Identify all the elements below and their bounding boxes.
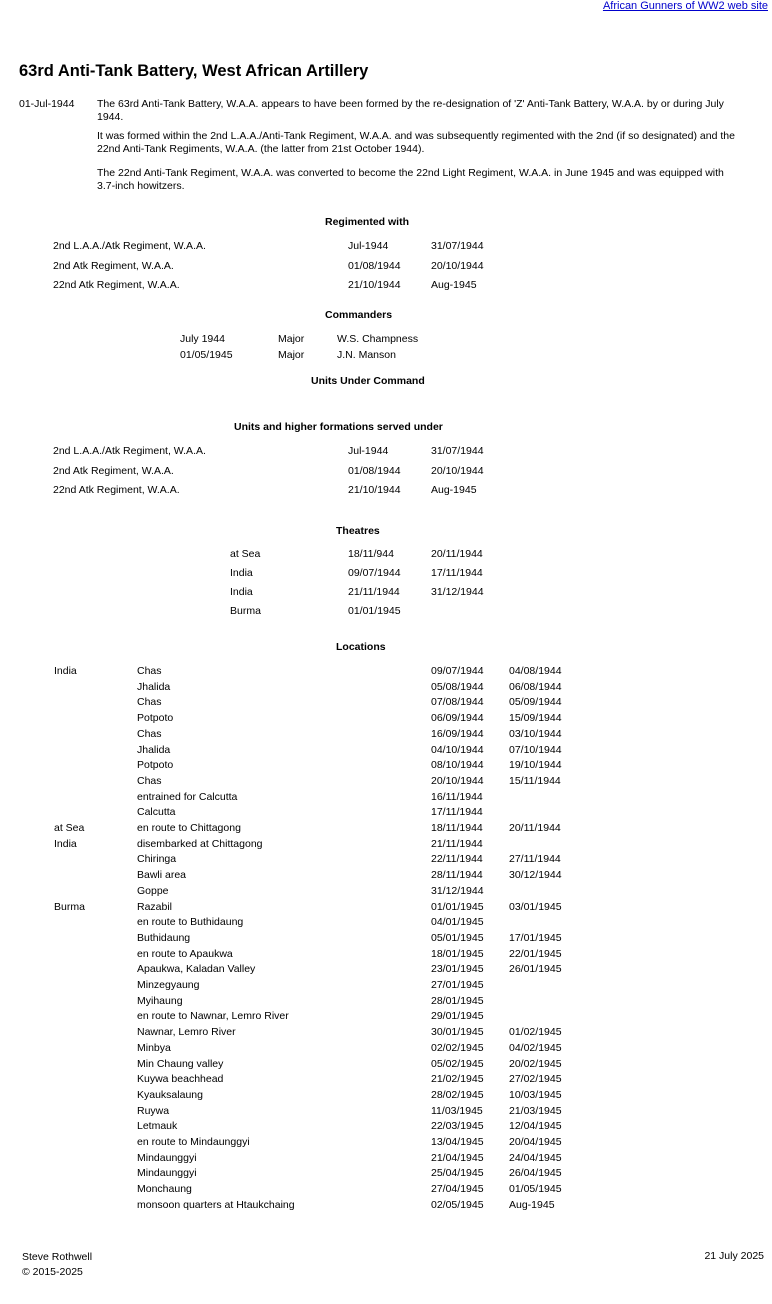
date-from: 21/11/1944: [348, 586, 400, 598]
page-title: 63rd Anti-Tank Battery, West African Artillery: [19, 62, 369, 80]
date-from: 01/01/1945: [348, 605, 401, 617]
date-from: 22/11/1944: [431, 853, 483, 866]
unit-name: 2nd Atk Regiment, W.A.A.: [53, 464, 174, 477]
theatre-name: Burma: [230, 605, 261, 617]
date-to: 03/01/1945: [509, 900, 562, 913]
table-row: [0, 916, 772, 931]
unit-name: 22nd Atk Regiment, W.A.A.: [53, 484, 180, 496]
site-home-link[interactable]: African Gunners of WW2 web site: [602, 0, 768, 12]
place: Min Chaung valley: [137, 1057, 224, 1070]
table-row: [0, 1010, 772, 1025]
table-row: [0, 240, 772, 255]
commander-name: W.S. Champness: [337, 333, 419, 345]
date-from: 28/11/1944: [431, 869, 483, 882]
theatre-name: India: [230, 586, 253, 598]
unit-name: 2nd Atk Regiment, W.A.A.: [53, 259, 174, 272]
country: at Sea: [54, 822, 85, 834]
date-to: 12/04/1945: [509, 1120, 562, 1133]
theatre-name: at Sea: [230, 548, 261, 560]
date-from: 07/08/1944: [431, 696, 484, 709]
date-from: 21/11/1944: [431, 837, 483, 850]
date-to: 15/09/1944: [509, 712, 562, 725]
table-row: [0, 838, 772, 853]
table-row: [0, 696, 772, 711]
date-from: 20/10/1944: [431, 774, 484, 787]
date-from: 21/02/1945: [431, 1073, 484, 1086]
date-from: 01/01/1945: [431, 900, 484, 913]
date-to: 31/07/1944: [431, 445, 484, 457]
date-from: 11/03/1945: [431, 1104, 483, 1117]
table-row: [0, 885, 772, 900]
place: Minbya: [137, 1041, 171, 1054]
table-row: [0, 1105, 772, 1120]
rank: Major: [278, 333, 305, 345]
place: Chas: [137, 696, 162, 709]
regimented-with-heading: Regimented with: [325, 216, 410, 228]
table-row: [0, 1058, 772, 1073]
place: Goppe: [137, 884, 169, 897]
place: Jhalida: [137, 680, 171, 693]
place: monsoon quarters at Htaukchaing: [137, 1198, 295, 1211]
table-row: [0, 948, 772, 963]
table-row: [0, 1026, 772, 1041]
commander-name: J.N. Manson: [337, 349, 396, 361]
date-to: 24/04/1945: [509, 1151, 562, 1164]
footer-copyright: © 2015-2025: [22, 1266, 83, 1278]
date-to: 20/10/1944: [431, 464, 484, 477]
place: Potpoto: [137, 759, 174, 772]
table-row: [0, 775, 772, 790]
date-from: 25/04/1945: [431, 1167, 484, 1180]
date-to: 01/05/1945: [509, 1183, 562, 1196]
country: Burma: [54, 900, 85, 913]
date-from: 28/02/1945: [431, 1088, 484, 1101]
date-from: 27/04/1945: [431, 1183, 484, 1196]
table-row: [0, 1120, 772, 1135]
table-row: [0, 605, 772, 620]
table-row: [0, 548, 772, 563]
place: en route to Buthidaung: [137, 916, 244, 929]
date-to: Aug-1945: [509, 1198, 555, 1211]
place: Minzegyaung: [137, 979, 200, 991]
date-to: 06/08/1944: [509, 680, 562, 693]
table-row: [0, 1136, 772, 1151]
date-to: 20/11/1944: [431, 548, 483, 560]
theatres-heading: Theatres: [336, 525, 380, 537]
unit-name: 22nd Atk Regiment, W.A.A.: [53, 279, 180, 291]
date-to: 17/01/1945: [509, 931, 562, 944]
table-row: [0, 681, 772, 696]
place: Chas: [137, 774, 162, 787]
table-row: [0, 586, 772, 601]
place: Myihaung: [137, 994, 183, 1007]
date-to: 27/11/1944: [509, 853, 561, 866]
intro-date: 01-Jul-1944: [19, 98, 75, 110]
command-date: July 1944: [180, 333, 225, 345]
date-from: 18/11/1944: [431, 822, 483, 834]
intro-paragraph-2: It was formed within the 2nd L.A.A./Anti-Tank Regiment, W.A.A. and was subsequently regimented with the 2nd (if so designated) and the 22nd Anti-Tank Regiments, W.A.A. (the latter from 21st October 1944).: [97, 130, 735, 155]
place: Mindaunggyi: [137, 1151, 197, 1164]
table-row: [0, 567, 772, 582]
place: Chas: [137, 727, 162, 740]
date-to: 31/12/1944: [431, 586, 484, 598]
date-from: 27/01/1945: [431, 979, 484, 991]
table-row: [0, 728, 772, 743]
place: Bawli area: [137, 869, 187, 882]
date-from: 13/04/1945: [431, 1136, 484, 1148]
date-from: 02/05/1945: [431, 1198, 484, 1211]
place: Potpoto: [137, 712, 174, 725]
date-to: 07/10/1944: [509, 743, 562, 756]
date-from: 04/01/1945: [431, 916, 484, 929]
date-to: 04/02/1945: [509, 1041, 562, 1054]
table-row: [0, 1089, 772, 1104]
date-from: 17/11/1944: [431, 806, 483, 819]
date-from: 06/09/1944: [431, 712, 484, 725]
date-to: 05/09/1944: [509, 696, 562, 709]
date-from: 31/12/1944: [431, 884, 484, 897]
place: Kuywa beachhead: [137, 1073, 224, 1086]
table-row: [0, 963, 772, 978]
table-row: [0, 260, 772, 275]
date-from: 29/01/1945: [431, 1010, 484, 1023]
table-row: [0, 853, 772, 868]
table-row: [0, 1073, 772, 1088]
place: Calcutta: [137, 806, 176, 819]
date-from: Jul-1944: [348, 240, 389, 252]
table-row: [0, 822, 772, 837]
date-to: 20/02/1945: [509, 1057, 562, 1070]
date-from: 30/01/1945: [431, 1026, 484, 1039]
table-row: [0, 744, 772, 759]
place: entrained for Calcutta: [137, 790, 238, 803]
date-from: 02/02/1945: [431, 1041, 484, 1054]
table-row: [0, 1042, 772, 1057]
unit-name: 2nd L.A.A./Atk Regiment, W.A.A.: [53, 240, 206, 252]
date-to: 01/02/1945: [509, 1026, 562, 1039]
place: Mindaunggyi: [137, 1167, 197, 1180]
date-to: 31/07/1944: [431, 240, 484, 252]
place: Kyauksalaung: [137, 1088, 203, 1101]
table-row: [0, 279, 772, 294]
intro-paragraph-3: The 22nd Anti-Tank Regiment, W.A.A. was converted to become the 22nd Light Regiment, W.A.A. in June 1945 and was equipped with 3.7-inch howitzers.: [97, 167, 724, 192]
date-from: 21/04/1945: [431, 1151, 484, 1164]
table-row: [0, 1167, 772, 1182]
command-date: 01/05/1945: [180, 349, 233, 361]
theatre-name: India: [230, 567, 253, 579]
date-to: Aug-1945: [431, 279, 477, 291]
table-row: [0, 349, 772, 364]
date-from: 09/07/1944: [348, 567, 401, 579]
place: Ruywa: [137, 1104, 170, 1117]
date-to: 10/03/1945: [509, 1088, 562, 1101]
table-row: [0, 465, 772, 480]
date-from: 16/09/1944: [431, 727, 484, 740]
table-row: [0, 333, 772, 348]
date-from: 23/01/1945: [431, 963, 484, 976]
served-under-heading: Units and higher formations served under: [234, 421, 443, 433]
table-row: [0, 1152, 772, 1167]
table-row: [0, 806, 772, 821]
units-under-command-heading: Units Under Command: [311, 375, 425, 387]
place: Buthidaung: [137, 931, 191, 944]
date-from: Jul-1944: [348, 445, 389, 457]
table-row: [0, 979, 772, 994]
place: Razabil: [137, 900, 173, 913]
table-row: [0, 1183, 772, 1198]
place: en route to Apaukwa: [137, 947, 233, 960]
place: Chas: [137, 665, 162, 677]
date-from: 04/10/1944: [431, 743, 484, 756]
place: Chiringa: [137, 853, 177, 866]
date-from: 21/10/1944: [348, 484, 401, 496]
date-to: 30/12/1944: [509, 869, 562, 882]
date-to: 20/04/1945: [509, 1136, 562, 1148]
table-row: [0, 445, 772, 460]
date-to: 03/10/1944: [509, 727, 562, 740]
table-row: [0, 665, 772, 680]
place: Monchaung: [137, 1183, 192, 1196]
place: disembarked at Chittagong: [137, 837, 263, 850]
date-from: 09/07/1944: [431, 665, 484, 677]
date-to: 20/10/1944: [431, 259, 484, 272]
date-to: 15/11/1944: [509, 774, 561, 787]
unit-name: 2nd L.A.A./Atk Regiment, W.A.A.: [53, 445, 206, 457]
date-to: 20/11/1944: [509, 822, 561, 834]
date-from: 05/02/1945: [431, 1057, 484, 1070]
date-from: 16/11/1944: [431, 790, 483, 803]
date-to: 27/02/1945: [509, 1073, 562, 1086]
date-from: 18/01/1945: [431, 947, 484, 960]
date-to: 17/11/1944: [431, 567, 483, 579]
date-from: 22/03/1945: [431, 1120, 484, 1133]
place: en route to Mindaunggyi: [137, 1136, 250, 1148]
table-row: [0, 901, 772, 916]
date-to: 21/03/1945: [509, 1104, 562, 1117]
table-row: [0, 1199, 772, 1214]
place: Nawnar, Lemro River: [137, 1026, 236, 1039]
footer-author: Steve Rothwell: [22, 1251, 93, 1263]
intro-paragraph-1: The 63rd Anti-Tank Battery, W.A.A. appears to have been formed by the re-designation of 'Z' Anti-Tank Battery, W.A.A. by or during July 1944.: [97, 98, 724, 123]
date-to: 26/04/1945: [509, 1167, 562, 1180]
table-row: [0, 712, 772, 727]
commanders-heading: Commanders: [325, 309, 393, 321]
date-from: 21/10/1944: [348, 279, 401, 291]
date-from: 05/08/1944: [431, 680, 484, 693]
table-row: [0, 791, 772, 806]
country: India: [54, 837, 77, 850]
date-from: 08/10/1944: [431, 759, 484, 772]
footer-date: 21 July 2025: [704, 1250, 764, 1262]
locations-heading: Locations: [336, 641, 386, 653]
table-row: [0, 995, 772, 1010]
place: Apaukwa, Kaladan Valley: [137, 963, 256, 976]
place: Jhalida: [137, 743, 171, 756]
date-from: 18/11/944: [348, 548, 394, 560]
date-from: 01/08/1944: [348, 259, 401, 272]
date-to: 19/10/1944: [509, 759, 562, 772]
table-row: [0, 759, 772, 774]
date-to: 26/01/1945: [509, 963, 562, 976]
date-to: Aug-1945: [431, 484, 477, 496]
rank: Major: [278, 349, 305, 361]
date-from: 01/08/1944: [348, 464, 401, 477]
table-row: [0, 484, 772, 499]
table-row: [0, 869, 772, 884]
place: en route to Chittagong: [137, 822, 241, 834]
place: en route to Nawnar, Lemro River: [137, 1010, 289, 1023]
date-to: 22/01/1945: [509, 947, 562, 960]
country: India: [54, 665, 77, 677]
footer-credits: [22, 1250, 92, 1280]
date-from: 28/01/1945: [431, 994, 484, 1007]
table-row: [0, 932, 772, 947]
date-to: 04/08/1944: [509, 665, 562, 677]
date-from: 05/01/1945: [431, 931, 484, 944]
place: Letmauk: [137, 1120, 178, 1133]
